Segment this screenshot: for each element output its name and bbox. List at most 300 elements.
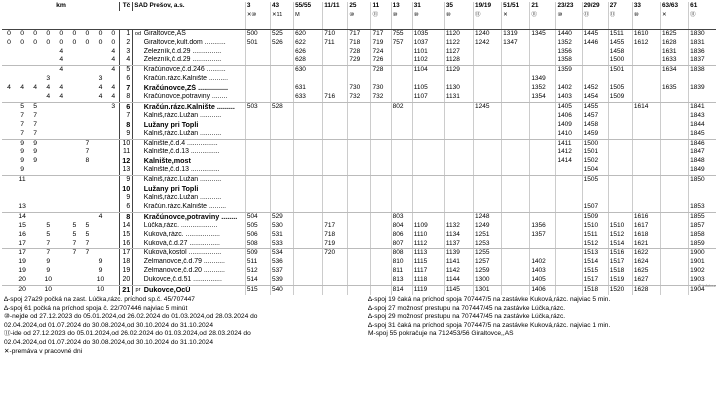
km-value: 4: [93, 93, 106, 102]
departure-time: [474, 148, 502, 157]
km-value: 0: [7, 29, 11, 37]
km-value: [80, 276, 93, 285]
stop-symbol: [133, 194, 142, 203]
km-value: [67, 93, 80, 102]
km-value: 9: [20, 139, 24, 147]
trip-symbol: [582, 20, 608, 29]
timetable-row: [2, 240, 716, 249]
stop-name: Dukovce,č.d.51 ...............: [142, 276, 246, 285]
departure-time: [270, 121, 293, 130]
departure-time: [661, 231, 689, 240]
departure-time: [661, 176, 689, 185]
departure-time: [502, 231, 530, 240]
departure-time: [323, 185, 348, 194]
departure-time: [502, 212, 530, 221]
departure-time: [270, 84, 293, 93]
departure-time: [323, 203, 348, 212]
departure-time: 1847: [689, 148, 716, 157]
departure-time: 525: [270, 29, 293, 38]
departure-time: [502, 48, 530, 57]
departure-time: 1849: [689, 166, 716, 175]
trip-symbol: [371, 20, 391, 29]
departure-time: [412, 166, 444, 175]
departure-time: [294, 212, 323, 221]
departure-time: [661, 121, 689, 130]
km-value: 7: [85, 139, 90, 147]
km-value: [67, 56, 80, 65]
km-value: [107, 267, 120, 276]
departure-time: [474, 66, 502, 75]
km-value: [93, 166, 106, 175]
departure-time: 810: [391, 258, 412, 267]
km-value: [80, 93, 93, 102]
trip-number: 51/51: [502, 2, 530, 11]
km-value: [107, 249, 120, 258]
departure-time: 1104: [412, 66, 444, 75]
timetable-row: [2, 185, 716, 194]
departure-time: [371, 176, 391, 185]
departure-time: [502, 75, 530, 84]
departure-time: 1502: [582, 157, 608, 166]
departure-time: 1511: [608, 29, 632, 38]
departure-time: [391, 66, 412, 75]
km-value: [93, 66, 106, 75]
km-value: 7: [20, 120, 24, 128]
stop-name: Kračúnovce,ZŠ ...............: [143, 84, 229, 93]
departure-time: [502, 194, 530, 203]
departure-time: [530, 203, 556, 212]
departure-time: 1844: [689, 121, 716, 130]
departure-time: 1403: [530, 267, 556, 276]
departure-time: [412, 185, 444, 194]
departure-time: [632, 48, 660, 57]
departure-time: 526: [270, 39, 293, 48]
departure-time: 512: [245, 267, 270, 276]
departure-time: [270, 130, 293, 139]
departure-time: 1352: [530, 84, 556, 93]
departure-time: [444, 121, 473, 130]
km-value: [41, 130, 54, 139]
stop-name: Kračún.rázc.Kalnište ..........: [143, 75, 229, 83]
departure-time: [294, 249, 323, 258]
km-value: [54, 139, 67, 148]
km-value: [93, 222, 106, 231]
stop-symbol: [133, 176, 142, 185]
departure-time: 1356: [530, 222, 556, 231]
departure-time: 1631: [661, 48, 689, 57]
departure-time: [348, 212, 371, 221]
km-header: km: [56, 2, 66, 9]
departure-time: [371, 212, 391, 221]
trip-symbol: ✕: [661, 11, 689, 20]
note-line: ✕-premáva v pracovné dni: [4, 347, 83, 355]
km-value: [80, 258, 93, 267]
departure-time: 717: [371, 29, 391, 38]
timetable-row: [2, 212, 716, 221]
departure-time: [608, 102, 632, 111]
km-value: 5: [20, 102, 24, 110]
departure-time: [444, 148, 473, 157]
departure-time: [530, 240, 556, 249]
departure-time: [556, 194, 582, 203]
departure-time: 1131: [444, 93, 473, 102]
departure-time: [502, 258, 530, 267]
departure-time: 531: [270, 231, 293, 240]
km-value: 9: [46, 267, 51, 275]
departure-time: [661, 286, 689, 295]
km-value: 9: [33, 139, 38, 147]
km-value: [2, 276, 15, 285]
departure-time: 719: [371, 39, 391, 48]
operator-name: SAD Prešov, a.s.: [134, 2, 185, 9]
departure-time: 514: [245, 276, 270, 285]
departure-time: 1411: [556, 139, 582, 148]
km-value: [15, 66, 28, 75]
departure-time: 804: [391, 222, 412, 231]
departure-time: 1117: [412, 267, 444, 276]
departure-time: [661, 212, 689, 221]
km-value: [54, 194, 67, 203]
departure-time: [371, 276, 391, 285]
departure-time: 1625: [632, 267, 660, 276]
departure-time: 1109: [412, 222, 444, 231]
departure-time: 1500: [608, 56, 632, 65]
km-value: 0: [111, 38, 116, 46]
departure-time: [294, 240, 323, 249]
km-value: [67, 212, 80, 221]
departure-time: 633: [294, 93, 323, 102]
departure-time: [270, 157, 293, 166]
departure-time: [502, 286, 530, 295]
km-value: 0: [98, 38, 103, 46]
departure-time: 1837: [689, 56, 716, 65]
departure-time: 1839: [689, 84, 716, 93]
km-value: 5: [72, 221, 77, 229]
trip-number: 31: [412, 2, 444, 11]
departure-time: [530, 176, 556, 185]
trip-symbol: ⑩: [632, 11, 660, 20]
departure-time: [444, 139, 473, 148]
departure-time: 1855: [689, 212, 716, 221]
departure-time: [270, 66, 293, 75]
km-value: [67, 130, 80, 139]
departure-time: 631: [294, 84, 323, 93]
stop-symbol: [133, 148, 142, 157]
trip-symbol: [530, 20, 556, 29]
departure-time: [270, 185, 293, 194]
km-value: [80, 267, 93, 276]
departure-time: 1513: [582, 249, 608, 258]
departure-time: 755: [391, 29, 412, 38]
km-value: [67, 148, 80, 157]
departure-time: [661, 249, 689, 258]
stop-number: 8: [120, 212, 133, 221]
departure-time: [270, 48, 293, 57]
km-value: [2, 112, 15, 121]
departure-time: 503: [245, 102, 270, 111]
departure-time: [245, 185, 270, 194]
departure-time: [348, 112, 371, 121]
departure-time: [371, 139, 391, 148]
km-value: 0: [20, 38, 24, 46]
departure-time: [245, 84, 270, 93]
km-value: [107, 212, 120, 221]
departure-time: [391, 84, 412, 93]
km-value: [2, 249, 15, 258]
km-value: 19: [18, 258, 26, 266]
departure-time: [294, 166, 323, 175]
departure-time: [391, 139, 412, 148]
trip-number: 61: [689, 2, 716, 11]
departure-time: [348, 194, 371, 203]
departure-time: [632, 194, 660, 203]
departure-time: [530, 39, 556, 48]
km-value: [67, 185, 80, 194]
departure-time: 1035: [412, 29, 444, 38]
stop-name: Kuková,kostol .................: [143, 249, 222, 257]
departure-time: [530, 66, 556, 75]
trip-symbol: [412, 20, 444, 29]
departure-time: 724: [371, 48, 391, 57]
km-value: 4: [7, 84, 11, 92]
km-value: [41, 203, 54, 212]
departure-time: [270, 166, 293, 175]
trip-symbol: [632, 20, 660, 29]
departure-time: 1836: [689, 48, 716, 57]
departure-time: [412, 157, 444, 166]
departure-time: 803: [391, 212, 412, 221]
departure-time: [661, 267, 689, 276]
km-value: [41, 185, 54, 194]
km-value: [54, 222, 67, 231]
departure-time: 1347: [502, 39, 530, 48]
departure-time: [661, 157, 689, 166]
departure-time: 1107: [412, 93, 444, 102]
departure-time: [371, 148, 391, 157]
km-value: [107, 240, 120, 249]
departure-time: 530: [270, 222, 293, 231]
km-value: 4: [59, 47, 64, 55]
departure-time: [245, 75, 270, 84]
departure-time: [323, 176, 348, 185]
departure-time: [348, 222, 371, 231]
departure-time: 1405: [530, 276, 556, 285]
km-value: 5: [72, 230, 77, 238]
trip-number: 29/29: [582, 2, 608, 11]
departure-time: [582, 48, 608, 57]
departure-time: 1405: [556, 102, 582, 111]
departure-time: [348, 267, 371, 276]
km-value: [41, 157, 54, 166]
km-value: 5: [46, 221, 51, 229]
km-value: [15, 185, 28, 194]
km-value: 4: [41, 93, 54, 102]
timetable-row: [2, 286, 716, 295]
departure-time: 1128: [444, 56, 473, 65]
departure-time: [556, 176, 582, 185]
departure-time: 1904: [689, 286, 716, 295]
stop-symbol: [133, 166, 142, 175]
stop-number: 15: [120, 231, 133, 240]
trip-number: 27: [608, 2, 632, 11]
departure-time: 813: [391, 276, 412, 285]
km-value: 0: [72, 38, 77, 46]
stop-symbol: [133, 112, 142, 121]
departure-time: 1901: [689, 258, 716, 267]
trip-number: 19/19: [474, 2, 502, 11]
departure-time: [270, 93, 293, 102]
departure-time: 536: [270, 258, 293, 267]
km-value: [15, 93, 28, 102]
km-value: [80, 286, 93, 295]
km-value: [67, 112, 80, 121]
departure-time: [502, 185, 530, 194]
km-value: 0: [59, 38, 64, 46]
km-value: 0: [46, 29, 51, 37]
departure-time: [391, 112, 412, 121]
departure-time: 1345: [530, 29, 556, 38]
km-value: [2, 75, 15, 84]
departure-time: [556, 185, 582, 194]
departure-time: [556, 212, 582, 221]
km-value: [28, 286, 41, 295]
km-value: 0: [98, 29, 103, 37]
km-value: 7: [46, 249, 51, 257]
timetable-row: [2, 157, 716, 166]
departure-time: [474, 166, 502, 175]
departure-time: 717: [323, 222, 348, 231]
departure-time: 1300: [474, 276, 502, 285]
note-line: ∆-spoj 19 čaká na príchod spoja 707447/5 na zastávke Kuková,rázc. najviac 5 min.: [368, 296, 611, 303]
trip-symbol: [294, 20, 323, 29]
trip-symbol: [348, 20, 371, 29]
departure-time: [661, 222, 689, 231]
timetable-row: [2, 48, 716, 57]
km-value: [15, 48, 28, 57]
km-value: 4: [54, 93, 67, 102]
departure-time: [556, 286, 582, 295]
stop-number: 16: [120, 240, 133, 249]
departure-time: [444, 203, 473, 212]
departure-time: [474, 112, 502, 121]
km-value: [28, 203, 41, 212]
departure-time: 1122: [444, 39, 473, 48]
km-value: [80, 176, 93, 185]
departure-time: 1240: [474, 29, 502, 38]
km-value: [41, 66, 54, 75]
departure-time: [323, 157, 348, 166]
departure-time: [323, 276, 348, 285]
km-value: [54, 231, 67, 240]
km-value: [67, 48, 80, 57]
km-value: 4: [111, 66, 116, 74]
departure-time: [270, 203, 293, 212]
departure-time: [323, 121, 348, 130]
km-value: 0: [59, 29, 64, 37]
departure-time: 537: [270, 267, 293, 276]
km-value: 0: [85, 38, 90, 46]
trip-number: 11/11: [323, 2, 348, 11]
departure-time: 1242: [474, 39, 502, 48]
stop-name: Giraltovce,AS: [143, 29, 186, 37]
km-value: 9: [33, 157, 38, 165]
departure-time: [323, 148, 348, 157]
timetable-row: [2, 56, 716, 65]
departure-time: 807: [391, 240, 412, 249]
departure-time: [348, 249, 371, 258]
departure-time: [502, 249, 530, 258]
departure-time: 1458: [608, 48, 632, 57]
departure-time: [371, 130, 391, 139]
stop-name: Kračún.rázc.Kalnište .........: [142, 203, 246, 212]
departure-time: [632, 112, 660, 121]
departure-time: 1519: [608, 276, 632, 285]
trip-number: 11: [371, 2, 391, 11]
departure-time: 626: [294, 48, 323, 57]
trip-number: 63/63: [661, 2, 689, 11]
departure-time: 1902: [689, 267, 716, 276]
departure-time: [474, 185, 502, 194]
stop-symbol: [133, 56, 142, 65]
departure-time: [294, 75, 323, 84]
departure-time: 806: [391, 231, 412, 240]
departure-time: 728: [371, 66, 391, 75]
km-value: 4: [107, 56, 120, 65]
departure-time: 533: [270, 240, 293, 249]
departure-time: 508: [245, 240, 270, 249]
km-value: 0: [33, 38, 38, 46]
km-value: [67, 139, 80, 148]
km-value: 7: [72, 249, 77, 257]
trip-symbol: [608, 20, 632, 29]
departure-time: [348, 176, 371, 185]
departure-time: [530, 249, 556, 258]
stop-number: 9: [120, 130, 133, 139]
stop-name: Lúčka,rázc. ...................: [143, 221, 218, 229]
departure-time: [474, 203, 502, 212]
departure-time: [474, 84, 502, 93]
departure-time: [608, 185, 632, 194]
departure-time: [502, 56, 530, 65]
km-value: [54, 157, 67, 166]
departure-time: [294, 176, 323, 185]
km-value: [15, 75, 28, 84]
departure-time: [270, 194, 293, 203]
km-value: 9: [98, 258, 103, 266]
departure-time: [444, 157, 473, 166]
stop-name: Kalnište,č.d.4 ................: [143, 139, 218, 147]
departure-time: 1134: [444, 231, 473, 240]
departure-time: [444, 176, 473, 185]
departure-time: [661, 276, 689, 285]
departure-time: 1402: [556, 84, 582, 93]
stop-number: 7: [120, 84, 133, 93]
km-value: [80, 121, 93, 130]
departure-time: 1446: [582, 39, 608, 48]
trip-number: 3: [245, 2, 270, 11]
km-value: [54, 286, 67, 295]
departure-time: [661, 203, 689, 212]
departure-time: 1838: [689, 66, 716, 75]
departure-time: [348, 148, 371, 157]
departure-time: 1612: [632, 39, 660, 48]
trip-number: 25: [348, 2, 371, 11]
km-value: [28, 249, 41, 258]
km-value: [41, 194, 54, 203]
departure-time: [689, 185, 716, 194]
km-value: [2, 212, 15, 221]
departure-time: 728: [348, 48, 371, 57]
